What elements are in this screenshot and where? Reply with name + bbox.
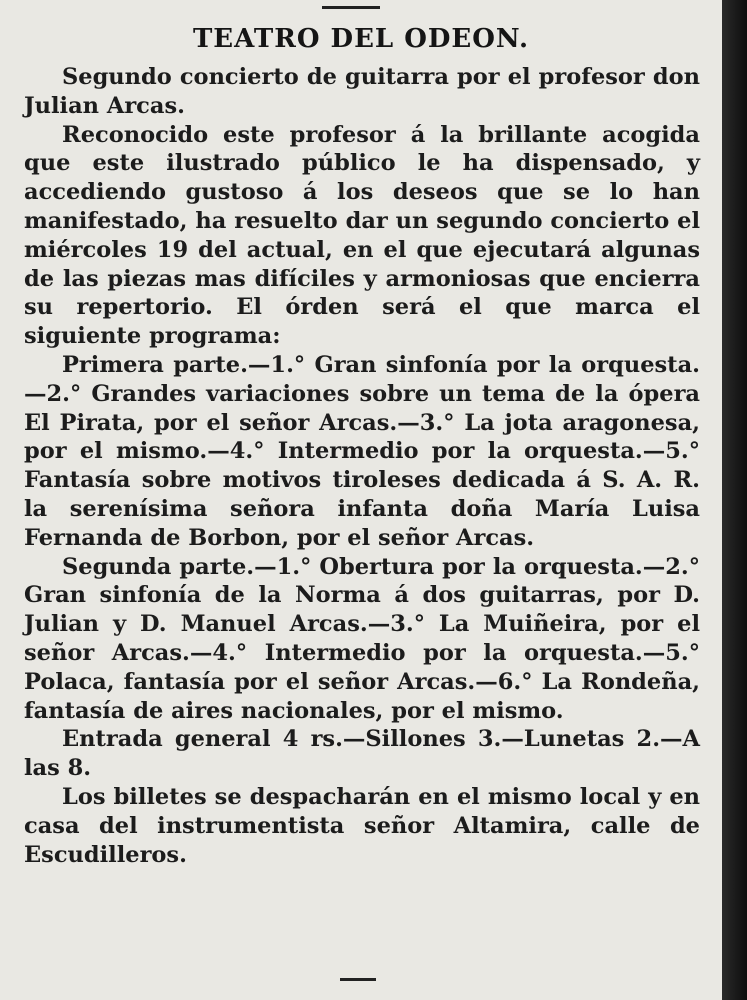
program-part-one-paragraph: Primera parte.—1.° Gran sinfonía por la orquesta.—2.° Grandes variaciones sobre un tema de la ópera El Pirata, por el señor Arcas.—3.° La jota aragonesa, por el mismo.—4.° Intermedio por la orquesta.—5.° Fantasía sobre motivos tiroleses dedicada á S. A. R. la serenísima señora infanta doña María Luisa Fernanda de Borbon, por el señor Arcas.: [24, 351, 700, 551]
page-edge-shadow: [722, 0, 747, 1000]
bottom-divider-rule: [340, 978, 376, 981]
top-divider-rule: [322, 6, 380, 9]
intro-paragraph: Reconocido este profesor á la brillante acogida que este ilustrado público le ha dispensado, y accediendo gustoso á los deseos que se lo han manifestado, ha resuelto dar un segundo concierto el miércoles 19 del actual, en el que ejecutará algunas de las piezas mas difíciles y armoniosas que encierra su repertorio. El órden será el que marca el siguiente programa:: [24, 121, 700, 350]
subtitle-paragraph: Segundo concierto de guitarra por el profesor don Julian Arcas.: [24, 64, 700, 119]
prices-paragraph: Entrada general 4 rs.—Sillones 3.—Lunetas 2.—A las 8.: [24, 726, 700, 782]
program-part-two-paragraph: Segunda parte.—1.° Obertura por la orquesta.—2.° Gran sinfonía de la Norma á dos guitarras, por D. Julian y D. Manuel Arcas.—3.° La Muiñeira, por el señor Arcas.—4.° Intermedio por la orquesta.—5.° Polaca, fantasía por el señor Arcas.—6.° La Rondeña, fantasía de aires nacionales, por el mismo.: [24, 553, 700, 724]
article-body: [24, 63, 700, 869]
tickets-paragraph: Los billetes se despacharán en el mismo local y en casa del instrumentista señor Altamira, calle de Escudilleros.: [24, 783, 700, 868]
article-title: TEATRO DEL ODEON.: [192, 24, 530, 54]
